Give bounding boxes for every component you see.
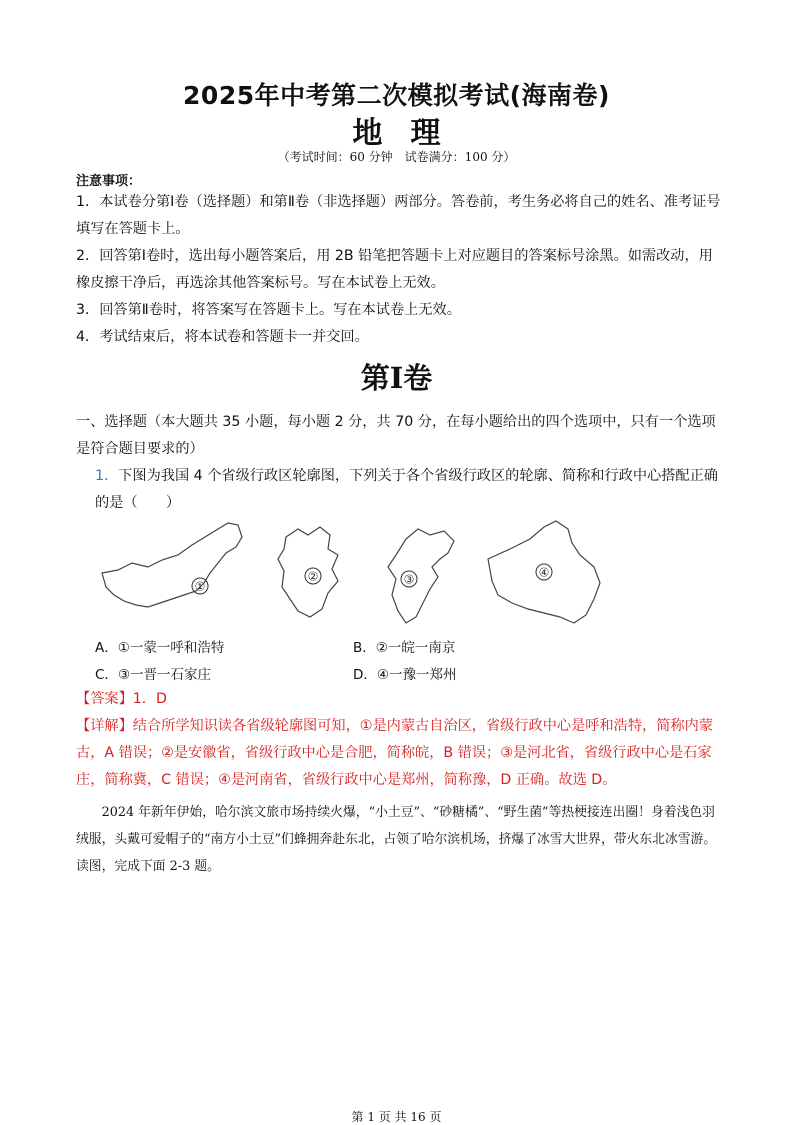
option-d-text: ④一豫一郑州: [376, 667, 457, 683]
map-label-3: ③: [403, 572, 415, 587]
subject-title: 地理: [352, 116, 469, 151]
option-c[interactable]: [95, 663, 211, 683]
option-b-text: ②一皖一南京: [375, 640, 456, 656]
section-instruction: 一、选择题（本大题共 35 小题，每小题 2 分，共 70 分，在每小题给出的四个选项中，只有一个选项是符合题目要求的）: [76, 414, 716, 457]
map-inner-mongolia: [102, 523, 242, 607]
option-b[interactable]: [353, 636, 455, 656]
option-c-text: ③一晋一石家庄: [117, 667, 212, 683]
option-b-letter: B．: [353, 640, 376, 656]
option-a[interactable]: [95, 636, 224, 656]
reading-passage: 2024 年新年伊始，哈尔滨文旅市场持续火爆，“小土豆”、“砂糖橘”、“野生菌”等热梗接连出圈！身着浅色羽绒服，头戴可爱帽子的“南方小土豆”们蜂拥奔赴东北，占领了哈尔滨机场，挤爆了冰雪大世界，带火东北冰雪游。读图，完成下面 2-3 题。: [76, 805, 717, 874]
question-1: [95, 463, 725, 517]
section-title: 第Ⅰ卷: [360, 361, 433, 395]
option-d-letter: D．: [353, 667, 377, 683]
option-d[interactable]: [353, 663, 457, 683]
question-number: 1．: [95, 468, 119, 484]
detail-label: 【详解】: [76, 718, 133, 734]
note-item-2: 2．回答第Ⅰ卷时，选出每小题答案后，用 2B 铅笔把答题卡上对应题目的答案标号涂黑。如需改动，用橡皮擦干净后，再选涂其他答案标号。写在本试卷上无效。: [76, 248, 713, 291]
option-a-text: ①一蒙一呼和浩特: [117, 640, 225, 656]
page-footer: 第 1 页 共 16 页: [351, 1110, 442, 1124]
exam-info: （考试时间：60 分钟 试卷满分：100 分）: [277, 150, 516, 164]
answer-line: [76, 686, 726, 713]
notes-title: 注意事项：: [76, 174, 142, 189]
option-c-letter: C．: [95, 667, 118, 683]
note-item-1: 1．本试卷分第Ⅰ卷（选择题）和第Ⅱ卷（非选择题）两部分。答卷前，考生务必将自己的姓名、准考证号填写在答题卡上。: [76, 194, 721, 237]
note-item-3: 3．回答第Ⅱ卷时，将答案写在答题卡上。写在本试卷上无效。: [76, 302, 461, 318]
note-item-4: 4．考试结束后，将本试卷和答题卡一并交回。: [76, 329, 369, 345]
option-a-letter: A．: [95, 640, 118, 656]
province-outline-maps: [100, 515, 610, 635]
map-henan: [488, 521, 600, 623]
answer-label: 【答案】: [76, 691, 133, 707]
answer-detail: [76, 713, 726, 794]
map-label-1: ①: [194, 579, 206, 594]
answer-value: 1．D: [132, 691, 167, 707]
exam-title: 2025年中考第二次模拟考试(海南卷): [183, 81, 610, 110]
map-anhui: [278, 527, 338, 617]
question-text: 下图为我国 4 个省级行政区轮廓图，下列关于各个省级行政区的轮廓、简称和行政中心搭配正确的是（ ）: [95, 468, 718, 511]
map-hebei: [388, 529, 454, 623]
map-label-2: ②: [307, 569, 319, 584]
detail-text: 结合所学知识读各省级轮廓图可知，①是内蒙古自治区，省级行政中心是呼和浩特，简称内蒙古，A 错误；②是安徽省，省级行政中心是合肥，简称皖，B 错误；③是河北省，省级行政中心是石家庄，简称冀，C 错误；④是河南省，省级行政中心是郑州，简称豫，D 正确。故选 D。: [76, 718, 713, 788]
map-label-4: ④: [538, 565, 550, 580]
